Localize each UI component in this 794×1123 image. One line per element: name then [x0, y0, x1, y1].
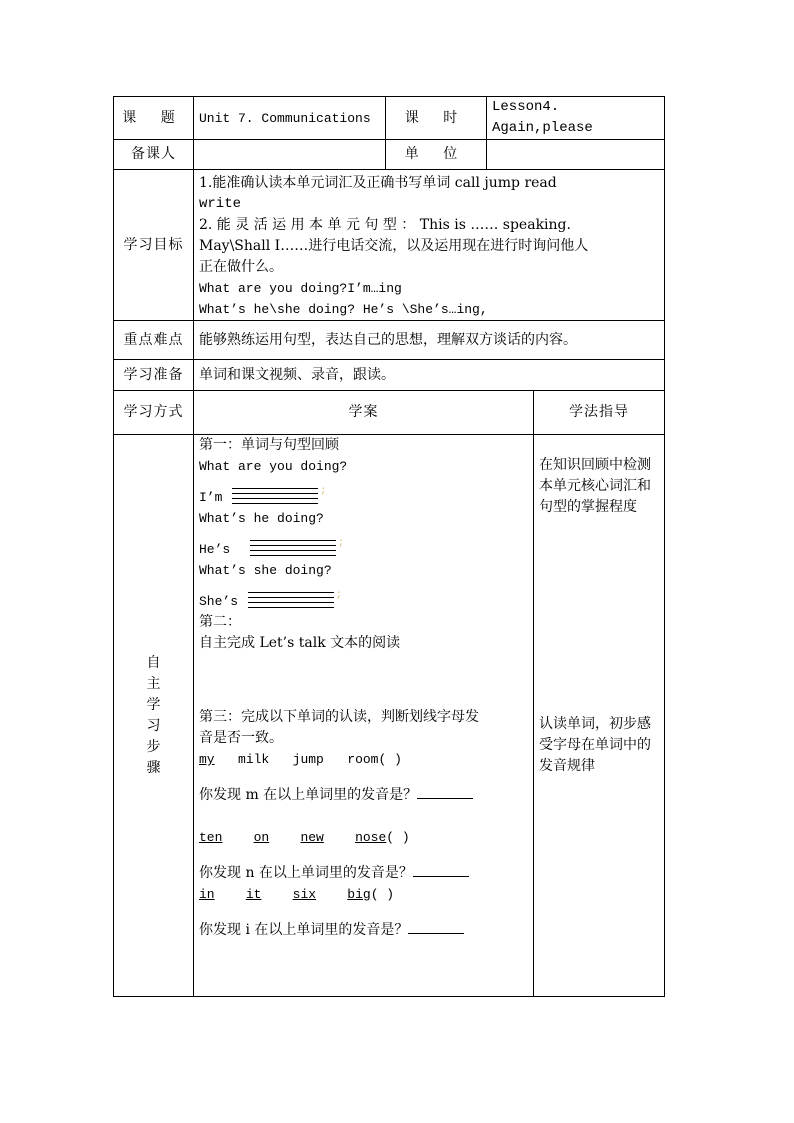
find-m-text: 你发现 m 在以上单词里的发音是？ [199, 787, 418, 803]
objective-line: What are you doing?I’m…ing [199, 281, 402, 296]
part2-text: 自主完成 Let’s talk 文本的阅读 [199, 635, 401, 651]
objectives-row [114, 170, 665, 321]
words-n-row [199, 827, 528, 848]
unit-value [487, 140, 665, 170]
semicolon-mark: ; [320, 486, 327, 497]
answer-shes-text: She’s [199, 594, 239, 609]
preparer-label: 备课人 [114, 140, 194, 170]
answer-im [199, 481, 528, 508]
find-n-text: 你发现 n 在以上单词里的发音是？ [199, 865, 413, 881]
objective-line: What’s he\she doing? He’s \She’s…ing, [199, 302, 488, 317]
word: nose [355, 830, 387, 845]
semicolon-mark: ; [338, 538, 345, 549]
period-label: 课 时 [386, 97, 487, 140]
answer-hes [199, 533, 528, 560]
self-study-label-char: 自 [146, 654, 161, 671]
self-study-row [114, 435, 665, 997]
self-study-label-char: 步 [146, 738, 161, 755]
self-study-label-char: 学 [146, 696, 161, 713]
method-label: 学习方式 [114, 391, 194, 435]
self-study-plan [194, 435, 534, 997]
word: room [347, 752, 379, 767]
answer-lines [232, 488, 318, 508]
objective-line: 2. 能 灵 活 运 用 本 单 元 句 型 ： This is …… speaking. [199, 217, 571, 233]
objective-line: 1.能准确认读本单元词汇及正确书写单词 call jump read [199, 175, 557, 191]
self-study-label-char: 骤 [146, 759, 161, 776]
word: in [199, 887, 215, 902]
lesson-plan-table [113, 96, 665, 997]
preparation-row [114, 360, 665, 391]
part1-title: 第一：单词与句型回顾 [199, 437, 339, 453]
answer-blank[interactable] [417, 784, 473, 799]
self-study-label-char: 习 [146, 717, 161, 734]
word: milk [238, 752, 270, 767]
header-row-preparer [114, 140, 665, 170]
preparer-value [194, 140, 386, 170]
preparation-label: 学习准备 [114, 360, 194, 391]
find-i-text: 你发现 i 在以上单词里的发音是？ [199, 922, 409, 938]
topic-label: 课 题 [114, 97, 194, 140]
words-m-row [199, 749, 528, 770]
key-points-text: 能够熟练运用句型，表达自己的思想，理解双方谈话的内容。 [194, 321, 665, 360]
self-study-label [114, 435, 194, 997]
objective-line: 正在做什么。 [199, 259, 283, 275]
answer-bracket: ( ) [378, 752, 402, 767]
objectives-label: 学习目标 [114, 170, 194, 321]
word: my [199, 752, 215, 767]
part2-title: 第二： [199, 614, 241, 630]
guide-note-2: 认读单词，初步感受字母在单词中的发音规律 [539, 716, 651, 774]
word: six [292, 887, 317, 902]
answer-blank[interactable] [408, 919, 464, 934]
answer-lines [250, 540, 336, 560]
guide-note-1: 在知识回顾中检测本单元核心词汇和句型的掌握程度 [539, 457, 651, 515]
word: jump [292, 752, 324, 767]
objectives-content [194, 170, 665, 321]
answer-shes [199, 585, 528, 612]
self-study-guide [534, 435, 665, 997]
part3-title-line2: 音是否一致。 [199, 730, 283, 746]
unit-label: 单 位 [386, 140, 487, 170]
word: big [347, 887, 371, 902]
find-i [199, 919, 528, 941]
self-study-label-char: 主 [146, 675, 161, 692]
preparation-text: 单词和课文视频、录音，跟读。 [194, 360, 665, 391]
word: new [300, 830, 324, 845]
answer-blank[interactable] [413, 862, 469, 877]
semicolon-mark: ; [335, 590, 342, 601]
period-value-line2: Again,please [492, 120, 593, 136]
part3-title-line1: 第三：完成以下单词的认读，判断划线字母发 [199, 709, 479, 725]
guide-label: 学法指导 [534, 391, 665, 435]
word: on [253, 830, 270, 845]
period-value-line1: Lesson4. [492, 99, 560, 115]
method-row [114, 391, 665, 435]
answer-bracket: ( ) [370, 887, 395, 902]
objective-line: write [199, 196, 242, 212]
key-points-row [114, 321, 665, 360]
word: it [245, 887, 262, 902]
answer-lines [248, 592, 334, 612]
word: ten [199, 830, 223, 845]
key-points-label: 重点难点 [114, 321, 194, 360]
plan-label: 学案 [194, 391, 534, 435]
objective-line: May\Shall I……进行电话交流，以及运用现在进行时询问他人 [199, 238, 589, 254]
words-i-row [199, 884, 528, 905]
find-m [199, 784, 528, 806]
topic-value: Unit 7. Communications [194, 97, 386, 140]
question-she: What’s she doing? [199, 563, 332, 578]
find-n [199, 862, 528, 884]
period-value [487, 97, 665, 140]
question-he: What’s he doing? [199, 511, 324, 526]
question-you: What are you doing? [199, 459, 348, 474]
answer-bracket: ( ) [386, 830, 410, 845]
header-row-topic [114, 97, 665, 140]
answer-hes-text: He’s [199, 542, 231, 557]
answer-im-text: I’m [199, 490, 223, 505]
